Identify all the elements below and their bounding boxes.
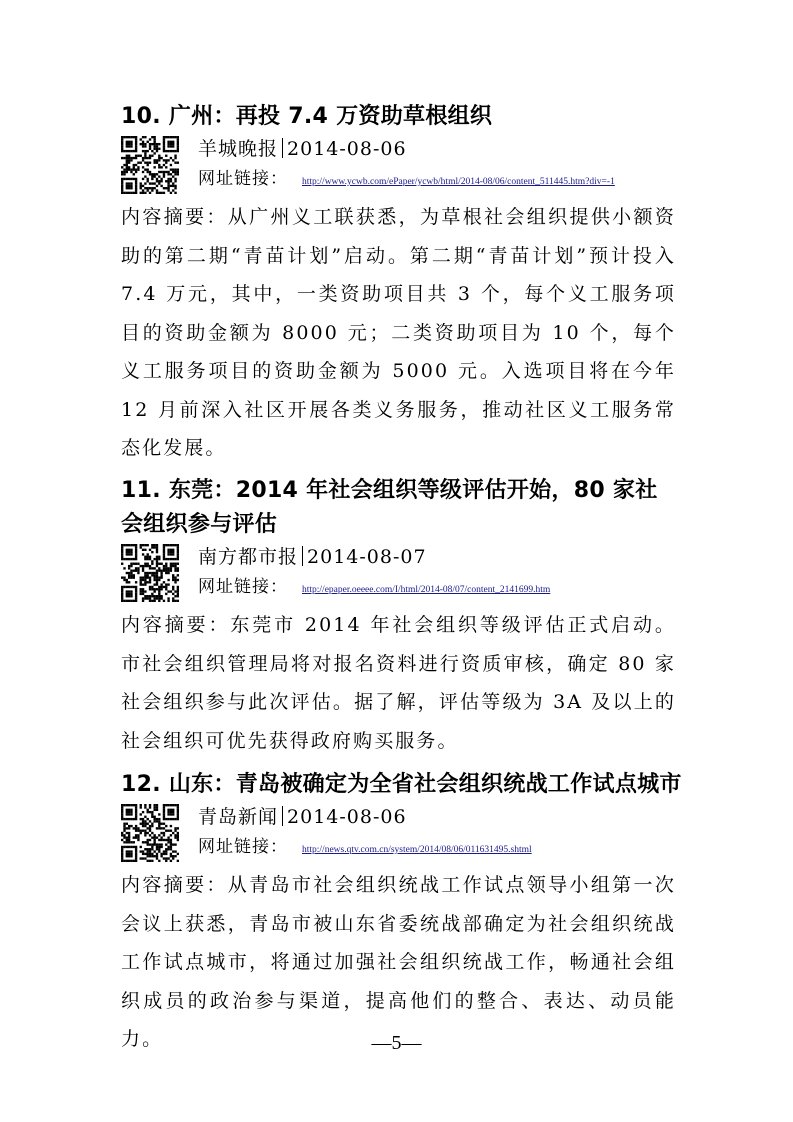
entry-summary: 内容摘要：从广州义工联获悉，为草根社会组织提供小额资助的第二期“青苗计划”启动。第二期“青苗计划”预计投入 7.4 万元，其中，一类资助项目共 3 个，每个义工服务项目的资助金额为 8000 元；二类资助项目为 10 个，每个义工服务项目的资助金额为 5000 元。入选项目将在今年 12 月前深入社区开展各类义务服务，推动社区义工服务常态化发展。 bbox=[121, 206, 676, 459]
entry-title: 11. 东莞：2014 年社会组织等级评估开始，80 家社会组织参与评估 bbox=[121, 478, 658, 537]
source-line bbox=[198, 544, 427, 570]
link-label: 网址链接： bbox=[198, 837, 288, 857]
news-entry-12 bbox=[121, 768, 682, 1059]
entry-summary: 内容摘要：东莞市 2014 年社会组织等级评估正式启动。市社会组织管理局将对报名资料进行资质审核，确定 80 家社会组织参与此次评估。据了解，评估等级为 3A 及以上的社会组织可优先获得政府购买服务。 bbox=[121, 614, 676, 752]
source-name: 南方都市报 bbox=[198, 546, 299, 568]
source-line bbox=[198, 804, 407, 830]
qr-code-icon bbox=[121, 544, 179, 602]
source-block bbox=[121, 804, 676, 862]
separator bbox=[282, 806, 283, 826]
source-date: 2014-08-06 bbox=[287, 806, 407, 828]
link-label: 网址链接： bbox=[198, 169, 288, 189]
qr-code-icon bbox=[121, 804, 179, 862]
source-name: 青岛新闻 bbox=[198, 806, 279, 828]
link-row bbox=[198, 834, 532, 863]
article-link[interactable]: http://epaper.oeeee.com/I/html/2014-08/07/content_2141699.htm bbox=[302, 585, 551, 595]
article-link[interactable]: http://www.ycwb.com/ePaper/ycwb/html/2014-08/06/content_511445.htm?div=-1 bbox=[302, 177, 615, 187]
source-date: 2014-08-06 bbox=[287, 138, 407, 160]
entry-title: 10. 广州：再投 7.4 万资助草根组织 bbox=[121, 104, 493, 129]
article-link[interactable]: http://news.qtv.com.cn/system/2014/08/06/011631495.shtml bbox=[302, 845, 532, 855]
news-entry-10 bbox=[121, 100, 676, 468]
link-row bbox=[198, 574, 550, 603]
page-number: —5— bbox=[371, 1032, 422, 1054]
news-entry-11 bbox=[121, 474, 676, 760]
source-block bbox=[121, 136, 676, 194]
link-label: 网址链接： bbox=[198, 577, 288, 597]
link-row bbox=[198, 166, 615, 195]
separator bbox=[302, 546, 303, 566]
entry-summary: 内容摘要：从青岛市社会组织统战工作试点领导小组第一次会议上获悉，青岛市被山东省委统战部确定为社会组织统战工作试点城市，将通过加强社会组织统战工作，畅通社会组织成员的政治参与渠道，提高他们的整合、表达、动员能力。 bbox=[121, 874, 676, 1050]
source-block bbox=[121, 544, 676, 602]
source-date: 2014-08-07 bbox=[307, 546, 427, 568]
source-name: 羊城晚报 bbox=[198, 138, 279, 160]
source-line bbox=[198, 136, 407, 162]
qr-code-icon bbox=[121, 136, 179, 194]
separator bbox=[282, 138, 283, 158]
entry-title: 12. 山东：青岛被确定为全省社会组织统战工作试点城市 bbox=[121, 772, 682, 797]
